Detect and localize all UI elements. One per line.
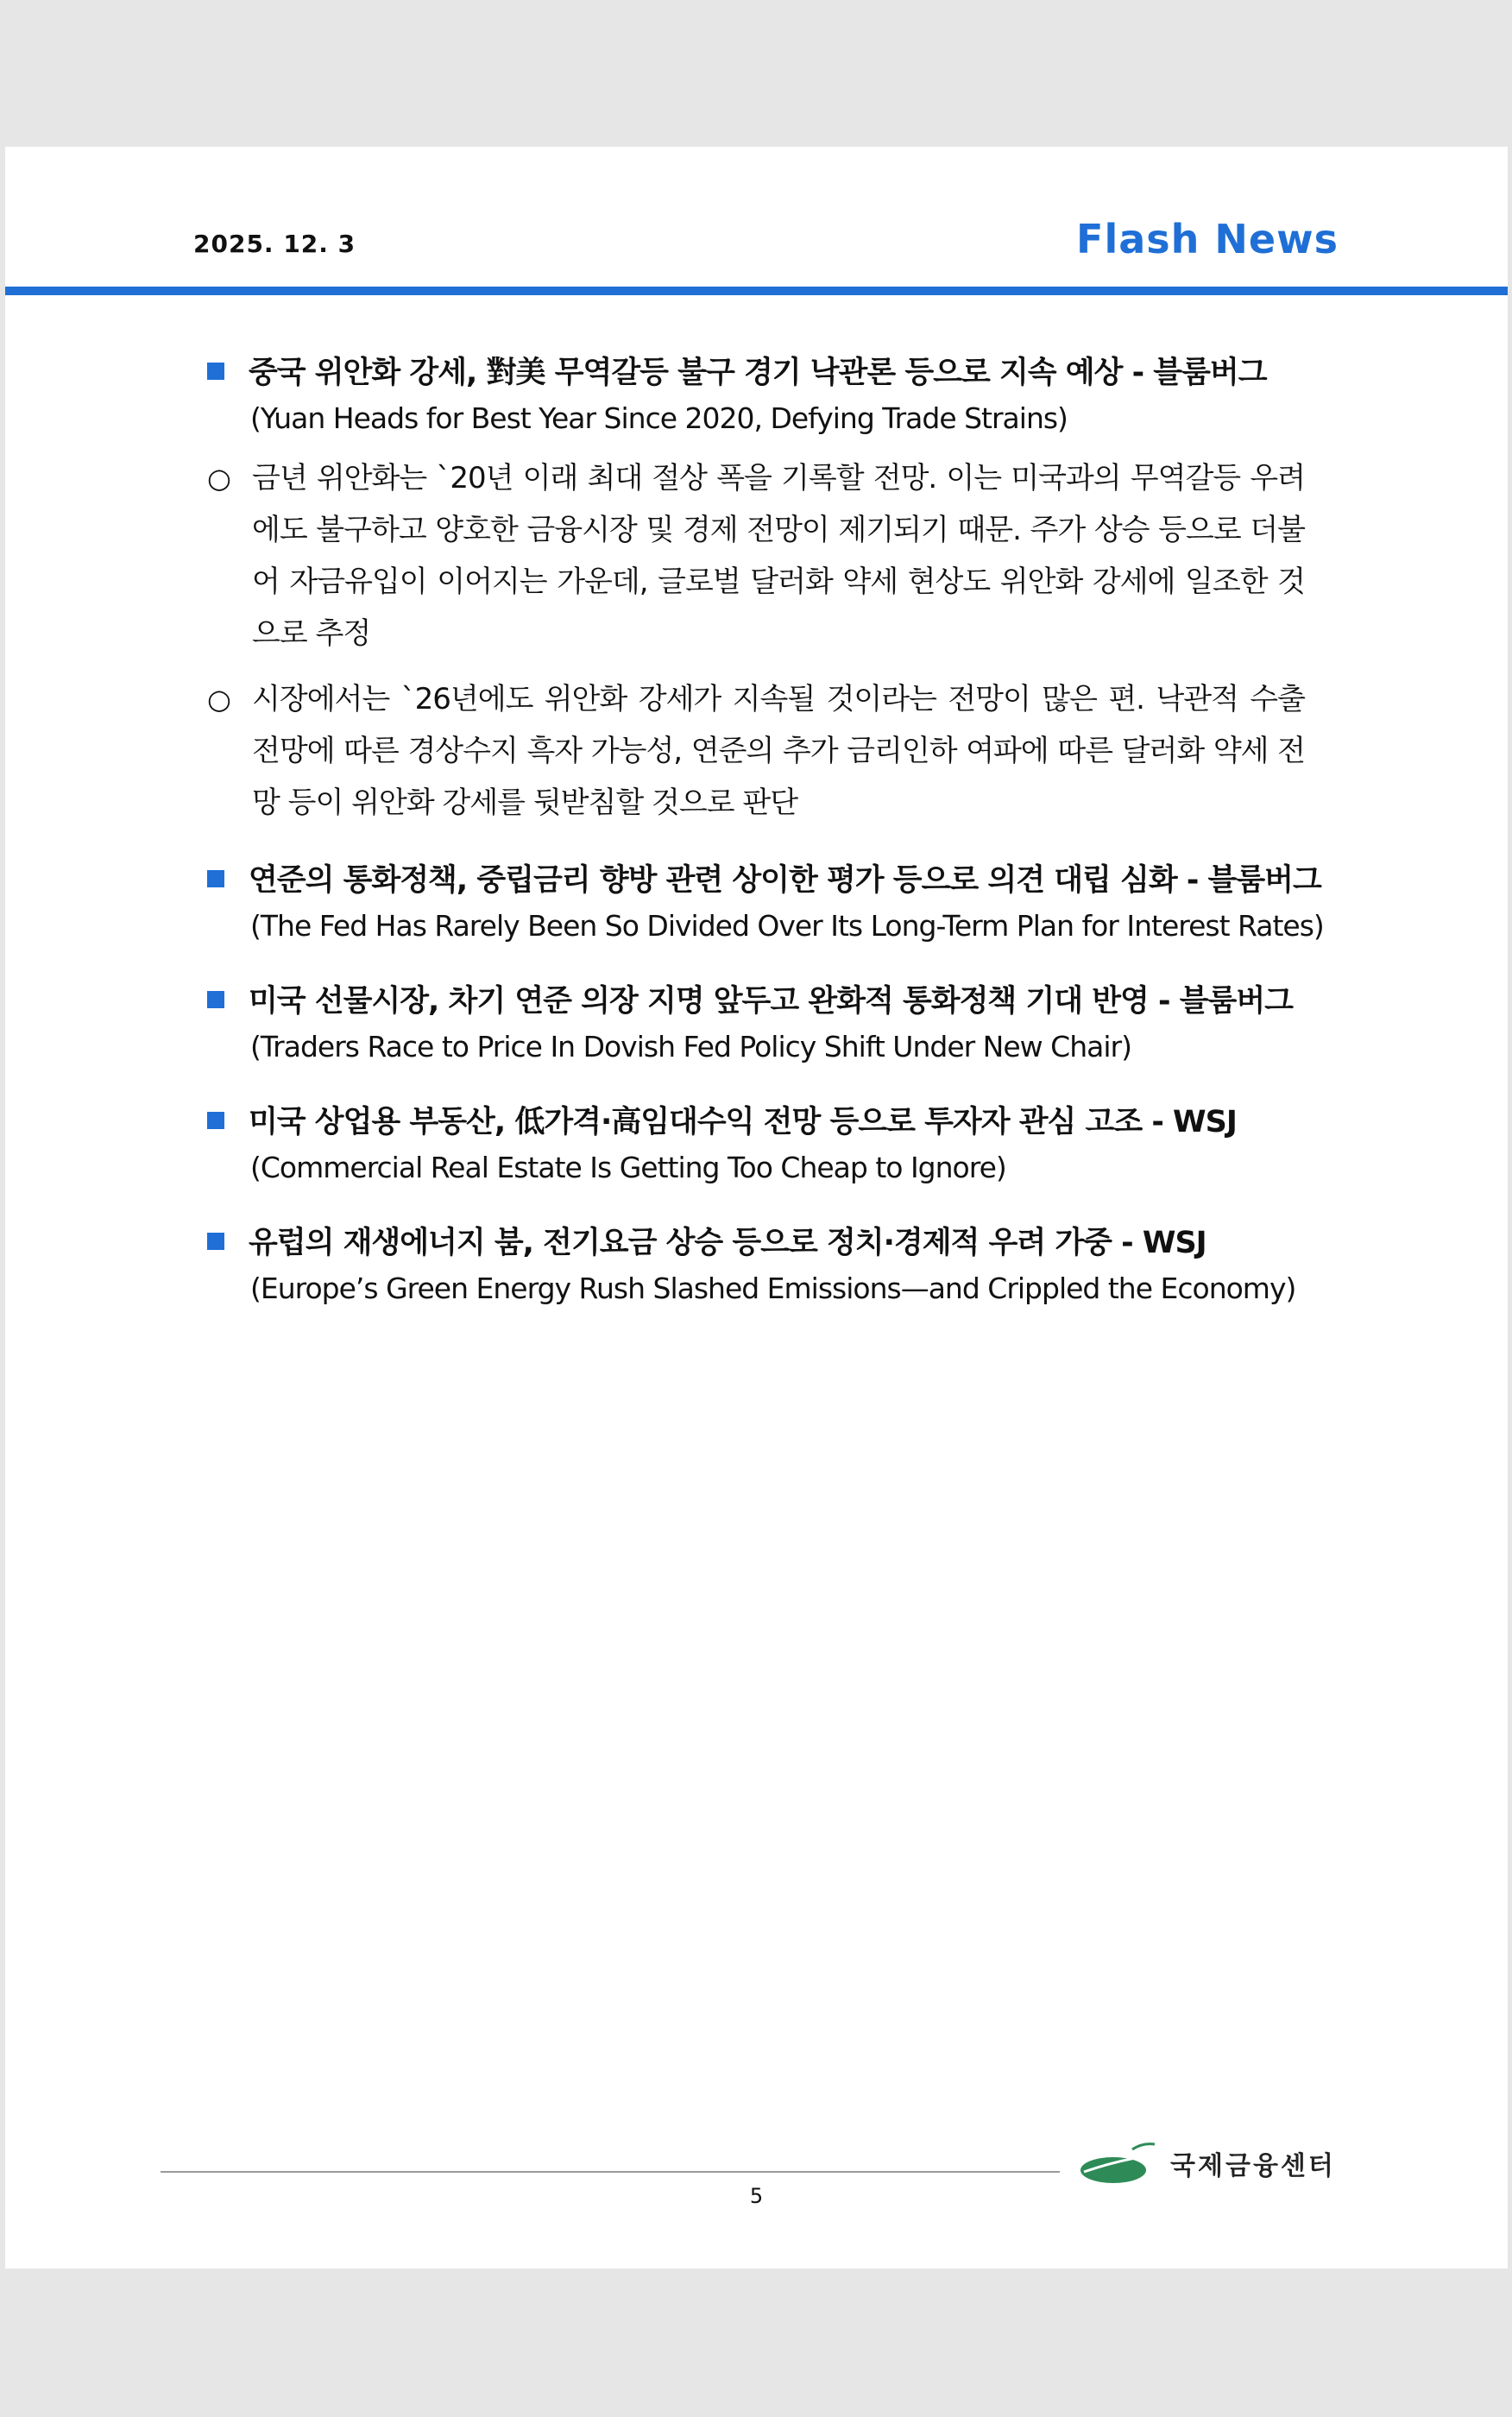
news-bullet (207, 452, 1346, 659)
news-headline: 연준의 통화정책, 중립금리 향방 관련 상이한 평가 등으로 의견 대립 심화 - 블룸버그 (249, 863, 1321, 898)
square-bullet-icon (207, 1233, 224, 1250)
org-name: 국제금융센터 (1170, 2151, 1336, 2181)
header-rule (5, 287, 1508, 295)
square-bullet-icon (207, 363, 224, 380)
page-number: 5 (749, 2184, 764, 2208)
news-headline: 유럽의 재생에너지 붐, 전기요금 상승 등으로 정치·경제적 우려 가중 - WSJ (249, 1226, 1206, 1260)
bullet-text: 시장에서는 `26년에도 위안화 강세가 지속될 것이라는 전망이 많은 편. 낙관적 수출 전망에 따른 경상수지 흑자 가능성, 연준의 추가 금리인하 여파에 따른 달러화 약세 전망 등이 위안화 강세를 뒷받침할 것으로 판단 (252, 682, 1305, 820)
news-item (207, 979, 1346, 1070)
news-headline: 미국 상업용 부동산, 低가격·高임대수익 전망 등으로 투자자 관심 고조 - WSJ (249, 1105, 1237, 1139)
circle-bullet-icon: ○ (207, 462, 231, 495)
news-item (207, 1100, 1346, 1191)
news-list (207, 350, 1346, 1341)
square-bullet-icon (207, 870, 224, 887)
news-subtitle: (The Fed Has Rarely Been So Divided Over Its Long-Term Plan for Interest Rates) (250, 909, 1324, 943)
news-subtitle: (Traders Race to Price In Dovish Fed Policy Shift Under New Chair) (250, 1030, 1131, 1063)
report-title: Flash News (1076, 216, 1339, 262)
news-item (207, 1221, 1346, 1312)
news-headline: 중국 위안화 강세, 對美 무역갈등 불구 경기 낙관론 등으로 지속 예상 - 블룸버그 (249, 356, 1267, 390)
org-logo (1075, 2137, 1336, 2189)
news-subtitle: (Commercial Real Estate Is Getting Too Cheap to Ignore) (250, 1151, 1006, 1184)
leaf-logo-icon (1075, 2137, 1162, 2189)
news-item (207, 858, 1346, 950)
report-date: 2025. 12. 3 (193, 230, 356, 258)
news-headline: 미국 선물시장, 차기 연준 의장 지명 앞두고 완화적 통화정책 기대 반영 - 블룸버그 (249, 984, 1293, 1019)
news-bullet (207, 673, 1346, 829)
news-subtitle: (Europe’s Green Energy Rush Slashed Emissions—and Crippled the Economy) (250, 1272, 1296, 1305)
news-bullets (207, 452, 1346, 829)
circle-bullet-icon: ○ (207, 683, 231, 716)
news-item (207, 350, 1346, 829)
footer-rule (161, 2171, 1060, 2173)
document-page (5, 147, 1508, 2269)
square-bullet-icon (207, 1112, 224, 1129)
bullet-text: 금년 위안화는 `20년 이래 최대 절상 폭을 기록할 전망. 이는 미국과의 무역갈등 우려에도 불구하고 양호한 금융시장 및 경제 전망이 제기되기 때문. 주가 상승 등으로 더불어 자금유입이 이어지는 가운데, 글로벌 달러화 약세 현상도 위안화 강세에 일조한 것으로 추정 (252, 461, 1305, 651)
square-bullet-icon (207, 991, 224, 1008)
news-subtitle: (Yuan Heads for Best Year Since 2020, Defying Trade Strains) (250, 401, 1068, 435)
